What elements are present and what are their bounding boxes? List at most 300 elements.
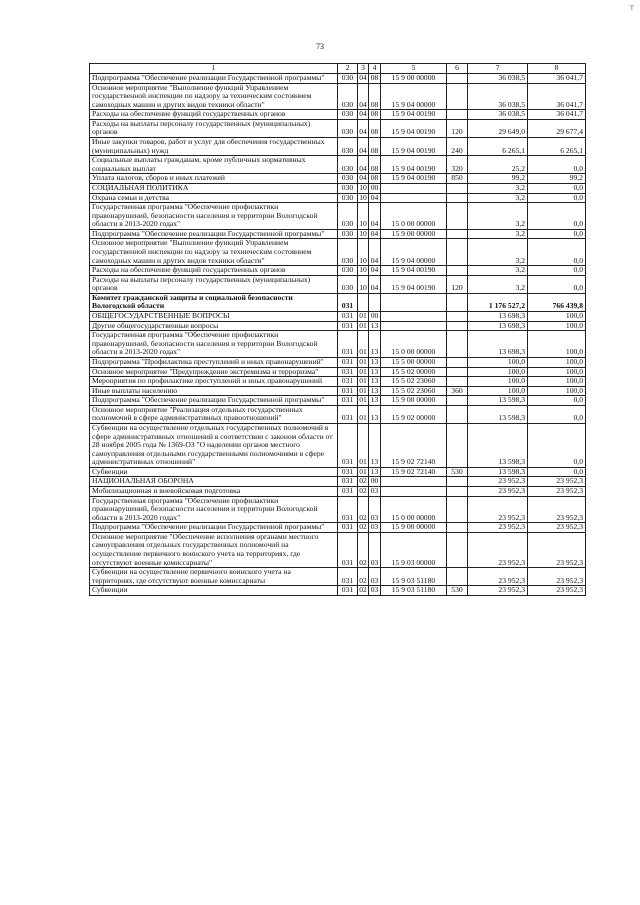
row-amount-year-1: 13 698,3 [468, 312, 528, 322]
row-amount-year-2: 6 265,1 [528, 138, 586, 156]
table-row [90, 203, 586, 230]
row-expense-type [447, 266, 468, 276]
row-expense-type [447, 193, 468, 203]
row-admin-code: 030 [338, 174, 358, 184]
row-amount-year-1: 36 038,5 [468, 110, 528, 120]
row-amount-year-1: 13 598,3 [468, 467, 528, 477]
row-description: Иные выплаты населению [90, 386, 338, 396]
row-amount-year-1: 23 952,3 [468, 477, 528, 487]
row-section: 04 [359, 73, 367, 82]
row-target-article: 15 5 00 00000 [381, 357, 447, 367]
row-expense-type [447, 293, 468, 311]
row-target-article: 15 9 04 00190 [381, 138, 447, 156]
row-expense-type [447, 239, 468, 266]
row-admin-code: 031 [338, 321, 358, 331]
row-subsection: 13 [369, 396, 381, 406]
row-admin-code: 030 [338, 266, 358, 276]
row-description: Основное мероприятие "Обеспечение исполнения органами местного самоуправления отдельных государственных полномочий на осуществление первичного воинского учета на территориях, где отсутствуют военные комиссариаты" [90, 532, 338, 567]
row-description: Мобилизационная и вневойсковая подготовка [90, 487, 338, 497]
row-description: НАЦИОНАЛЬНАЯ ОБОРОНА [90, 477, 338, 487]
row-amount-year-1: 3,2 [468, 229, 528, 239]
row-amount-year-2: 100,0 [528, 331, 586, 358]
row-expense-type: 530 [447, 467, 468, 477]
row-amount-year-2: 100,0 [528, 377, 586, 387]
row-section: 04 [358, 138, 369, 156]
row-section: 10 [359, 182, 367, 192]
row-subsection: 13 [369, 377, 381, 387]
row-target-article: 15 9 04 00190 [381, 174, 447, 184]
row-section: 01 [359, 356, 367, 366]
row-amount-year-1: 36 038,5 [468, 74, 528, 84]
table-row [90, 568, 586, 586]
row-amount-year-2: 0,0 [528, 275, 586, 293]
row-section: 10 [359, 228, 367, 238]
row-admin-code: 030 [338, 275, 358, 293]
row-section: 10 [358, 275, 369, 293]
header-cell: 8 [528, 64, 586, 74]
row-target-article: 15 9 00 00000 [381, 396, 447, 406]
row-amount-year-1: 3,2 [468, 275, 528, 293]
row-target-article: 15 9 00 00000 [381, 523, 447, 533]
row-section: 04 [358, 119, 369, 137]
row-subsection: 04 [369, 229, 381, 239]
row-expense-type [447, 321, 468, 331]
row-target-article [381, 477, 447, 487]
row-target-article: 15 9 04 00000 [381, 239, 447, 266]
budget-table [89, 63, 586, 596]
row-section: 02 [358, 568, 369, 586]
row-section: 01 [359, 311, 367, 321]
row-amount-year-1: 6 265,1 [468, 138, 528, 156]
row-expense-type [447, 487, 468, 497]
table-row [90, 293, 586, 311]
row-section: 10 [358, 239, 369, 266]
row-admin-code: 031 [338, 331, 358, 358]
row-amount-year-1: 23 952,3 [468, 523, 528, 533]
table-row [90, 423, 586, 467]
row-amount-year-2: 36 041,7 [528, 110, 586, 120]
row-section: 01 [359, 395, 367, 405]
row-target-article [381, 312, 447, 322]
row-expense-type [447, 74, 468, 84]
row-target-article: 15 9 03 00000 [381, 532, 447, 567]
row-section: 02 [359, 585, 367, 595]
row-expense-type [447, 477, 468, 487]
row-target-article [381, 193, 447, 203]
row-amount-year-2: 100,0 [528, 386, 586, 396]
header-cell: 3 [358, 64, 369, 74]
row-description: Комитет гражданской защиты и социальной безопасности Вологодской области [90, 293, 338, 311]
row-admin-code: 031 [338, 405, 358, 423]
row-admin-code: 030 [338, 74, 358, 84]
row-section: 02 [359, 476, 367, 486]
row-subsection: 03 [369, 568, 381, 586]
row-description: Основное мероприятие "Выполнение функций Управлением государственной инспекции по надзору за техническим состоянием самоходных машин и других видов техники области" [90, 83, 338, 110]
row-amount-year-2: 0,0 [528, 405, 586, 423]
row-amount-year-2: 100,0 [528, 312, 586, 322]
row-subsection: 04 [369, 203, 381, 230]
row-target-article: 15 9 04 00190 [381, 110, 447, 120]
table-row [90, 138, 586, 156]
row-admin-code: 031 [338, 568, 358, 586]
row-subsection: 00 [369, 183, 381, 193]
row-amount-year-1: 100,0 [468, 357, 528, 367]
row-admin-code: 030 [338, 83, 358, 110]
page-number: 73 [316, 42, 324, 51]
row-amount-year-1: 13 598,3 [468, 396, 528, 406]
row-subsection: 03 [369, 586, 381, 596]
row-admin-code: 031 [338, 396, 358, 406]
row-expense-type [447, 568, 468, 586]
table-row [90, 156, 586, 174]
row-subsection: 03 [369, 523, 381, 533]
table-row [90, 532, 586, 567]
row-expense-type: 120 [447, 275, 468, 293]
row-admin-code: 031 [338, 496, 358, 523]
row-target-article: 15 9 04 00190 [381, 266, 447, 276]
row-section: 02 [359, 522, 367, 532]
row-amount-year-2: 29 677,4 [528, 119, 586, 137]
row-section: 02 [358, 532, 369, 567]
row-expense-type: 240 [447, 138, 468, 156]
row-subsection: 13 [369, 405, 381, 423]
row-subsection: 13 [369, 321, 381, 331]
row-description: Подпрограмма "Обеспечение реализации Государственной программы" [90, 229, 338, 239]
row-expense-type [447, 183, 468, 193]
row-description: Расходы на выплаты персоналу государственных (муниципальных) органов [90, 275, 338, 293]
row-subsection: 08 [369, 156, 381, 174]
row-target-article: 15 9 04 00190 [381, 119, 447, 137]
row-description: Государственная программа "Обеспечение профилактики правонарушений, безопасности населения и территории Вологодской области в 2013-2020 годах" [90, 331, 338, 358]
row-amount-year-1: 23 952,3 [468, 496, 528, 523]
row-amount-year-1: 23 952,3 [468, 586, 528, 596]
row-amount-year-1: 13 598,3 [468, 405, 528, 423]
row-description: Расходы на обеспечение функций государственных органов [90, 266, 338, 276]
row-subsection: 04 [369, 275, 381, 293]
row-admin-code: 031 [338, 586, 358, 596]
row-amount-year-1: 25,2 [468, 156, 528, 174]
row-target-article: 15 5 02 23060 [381, 386, 447, 396]
row-target-article: 15 0 00 00000 [381, 496, 447, 523]
row-amount-year-1: 100,0 [468, 367, 528, 377]
row-admin-code: 031 [338, 532, 358, 567]
row-amount-year-2: 23 952,3 [528, 532, 586, 567]
row-section: 10 [358, 203, 369, 230]
row-admin-code: 031 [338, 423, 358, 467]
row-subsection: 08 [369, 174, 381, 184]
row-section: 01 [359, 385, 367, 395]
row-admin-code: 030 [338, 110, 358, 120]
row-admin-code: 031 [338, 477, 358, 487]
row-amount-year-1: 3,2 [468, 239, 528, 266]
row-amount-year-2: 0,0 [528, 156, 586, 174]
row-admin-code: 030 [338, 138, 358, 156]
table-row [90, 312, 586, 322]
row-amount-year-1: 100,0 [468, 377, 528, 387]
row-amount-year-2: 0,0 [528, 193, 586, 203]
header-cell: 1 [90, 64, 338, 74]
row-expense-type [447, 523, 468, 533]
row-section: 01 [359, 320, 367, 330]
row-section: 01 [359, 366, 367, 376]
row-description: Иные закупки товаров, работ и услуг для обеспечения государственных (муниципальных) нужд [90, 138, 338, 156]
row-amount-year-2: 0,0 [528, 183, 586, 193]
row-description: Подпрограмма "Обеспечение реализации Государственной программы" [90, 523, 338, 533]
row-amount-year-1: 23 952,3 [468, 568, 528, 586]
header-cell: 4 [369, 64, 381, 74]
row-expense-type [447, 396, 468, 406]
row-target-article: 15 9 04 00190 [381, 156, 447, 174]
header-cell: 5 [381, 64, 447, 74]
table-row [90, 83, 586, 110]
header-cell: 2 [338, 64, 358, 74]
table-row [90, 331, 586, 358]
table-row [90, 357, 586, 367]
row-target-article: 15 9 04 00000 [381, 83, 447, 110]
table-row [90, 586, 586, 596]
row-target-article [381, 487, 447, 497]
header-row [90, 64, 586, 74]
row-amount-year-2: 23 952,3 [528, 487, 586, 497]
table-row [90, 396, 586, 406]
row-section: 01 [358, 405, 369, 423]
row-subsection: 03 [369, 532, 381, 567]
row-amount-year-2: 100,0 [528, 357, 586, 367]
row-section: 10 [359, 192, 367, 202]
table-row [90, 487, 586, 497]
row-description: Основное мероприятие "Предупреждение экстремизма и терроризма" [90, 367, 338, 377]
row-amount-year-1: 23 952,3 [468, 532, 528, 567]
row-target-article: 15 9 03 51180 [381, 568, 447, 586]
row-section: 04 [358, 83, 369, 110]
row-description: Субвенции на осуществление первичного воинского учета на территориях, где отсутствуют военные комиссариаты [90, 568, 338, 586]
table-row [90, 377, 586, 387]
row-target-article: 15 5 02 00000 [381, 367, 447, 377]
row-expense-type [447, 367, 468, 377]
row-target-article: 15 9 02 72140 [381, 423, 447, 467]
row-amount-year-2: 36 041,7 [528, 74, 586, 84]
row-target-article: 15 9 04 00190 [381, 275, 447, 293]
row-amount-year-2: 23 952,3 [528, 523, 586, 533]
row-expense-type [447, 377, 468, 387]
table-row [90, 119, 586, 137]
table-row [90, 405, 586, 423]
row-expense-type [447, 229, 468, 239]
row-target-article: 15 5 02 23060 [381, 377, 447, 387]
row-amount-year-2: 0,0 [528, 467, 586, 477]
table-row [90, 275, 586, 293]
header-cell: 6 [447, 64, 468, 74]
row-amount-year-2: 100,0 [528, 367, 586, 377]
row-target-article [381, 321, 447, 331]
row-subsection: 08 [369, 74, 381, 84]
row-expense-type: 360 [447, 386, 468, 396]
row-expense-type [447, 110, 468, 120]
row-admin-code: 030 [338, 239, 358, 266]
row-subsection [369, 293, 381, 311]
row-description: Мероприятия по профилактике преступлений и иных правонарушений [90, 377, 338, 387]
table-row [90, 496, 586, 523]
row-amount-year-2: 766 439,8 [528, 293, 586, 311]
row-target-article: 15 0 00 00000 [381, 203, 447, 230]
row-admin-code: 030 [338, 156, 358, 174]
row-amount-year-1: 100,0 [468, 386, 528, 396]
row-description: Основное мероприятие "Реализация отдельных государственных полномочий в сфере административных правоотношений" [90, 405, 338, 423]
row-subsection: 08 [369, 119, 381, 137]
row-description: Подпрограмма "Профилактика преступлений и иных правонарушений" [90, 357, 338, 367]
row-subsection: 00 [369, 312, 381, 322]
row-section [358, 293, 369, 311]
row-amount-year-1: 1 176 527,2 [468, 293, 528, 311]
row-expense-type: 120 [447, 119, 468, 137]
row-subsection: 13 [369, 467, 381, 477]
row-subsection: 13 [369, 331, 381, 358]
row-amount-year-1: 3,2 [468, 203, 528, 230]
row-amount-year-2: 23 952,3 [528, 586, 586, 596]
row-amount-year-1: 3,2 [468, 266, 528, 276]
row-admin-code: 031 [338, 523, 358, 533]
row-description: Другие общегосударственные вопросы [90, 321, 338, 331]
row-amount-year-2: 0,0 [528, 229, 586, 239]
row-amount-year-2: 0,0 [528, 203, 586, 230]
row-subsection: 08 [369, 138, 381, 156]
row-subsection: 04 [369, 266, 381, 276]
row-description: Государственная программа "Обеспечение профилактики правонарушений, безопасности населения и территории Вологодской области в 2013-2020 годах" [90, 203, 338, 230]
row-section: 02 [358, 496, 369, 523]
row-target-article [381, 293, 447, 311]
row-description: Охрана семьи и детства [90, 193, 338, 203]
row-admin-code: 031 [338, 377, 358, 387]
row-subsection: 03 [369, 487, 381, 497]
row-description: Государственная программа "Обеспечение профилактики правонарушений, безопасности населения и территории Вологодской области в 2013-2020 годах" [90, 496, 338, 523]
row-description: Субвенции [90, 586, 338, 596]
row-admin-code: 031 [338, 386, 358, 396]
row-expense-type: 850 [447, 174, 468, 184]
table-row [90, 523, 586, 533]
row-amount-year-2: 0,0 [528, 423, 586, 467]
row-amount-year-1: 13 598,3 [468, 423, 528, 467]
row-expense-type: 320 [447, 156, 468, 174]
row-description: Подпрограмма "Обеспечение реализации Государственной программы" [90, 74, 338, 84]
row-section: 01 [359, 466, 367, 476]
row-subsection: 08 [369, 83, 381, 110]
row-admin-code: 031 [338, 467, 358, 477]
row-amount-year-2: 23 952,3 [528, 496, 586, 523]
row-subsection: 03 [369, 496, 381, 523]
row-section: 01 [358, 331, 369, 358]
row-section: 10 [359, 265, 367, 275]
row-admin-code: 031 [338, 312, 358, 322]
row-admin-code: 030 [338, 193, 358, 203]
row-admin-code: 031 [338, 293, 358, 311]
row-amount-year-1: 99,2 [468, 174, 528, 184]
row-amount-year-1: 3,2 [468, 183, 528, 193]
row-expense-type [447, 496, 468, 523]
row-target-article: 15 9 03 51180 [381, 586, 447, 596]
row-subsection: 13 [369, 357, 381, 367]
row-description: Основное мероприятие "Выполнение функций Управлением государственной инспекции по надзору за техническим состоянием самоходных машин и других видов техники области" [90, 239, 338, 266]
row-amount-year-2: 0,0 [528, 239, 586, 266]
row-amount-year-1: 13 698,3 [468, 331, 528, 358]
row-description: Уплата налогов, сборов и иных платежей [90, 174, 338, 184]
table-row [90, 74, 586, 84]
row-expense-type [447, 312, 468, 322]
row-description: СОЦИАЛЬНАЯ ПОЛИТИКА [90, 183, 338, 193]
row-subsection: 00 [369, 477, 381, 487]
row-admin-code: 031 [338, 367, 358, 377]
row-section: 01 [358, 423, 369, 467]
row-amount-year-2: 0,0 [528, 396, 586, 406]
row-amount-year-1: 23 952,3 [468, 487, 528, 497]
row-amount-year-2: 100,0 [528, 321, 586, 331]
row-target-article: 15 9 00 00000 [381, 74, 447, 84]
table-row [90, 174, 586, 184]
row-expense-type [447, 83, 468, 110]
table-row [90, 183, 586, 193]
row-subsection: 13 [369, 423, 381, 467]
row-section: 04 [358, 156, 369, 174]
row-section: 02 [359, 486, 367, 496]
table-row [90, 266, 586, 276]
row-amount-year-2: 23 952,3 [528, 568, 586, 586]
row-amount-year-1: 29 649,0 [468, 119, 528, 137]
row-admin-code: 030 [338, 203, 358, 230]
row-expense-type [447, 532, 468, 567]
row-section: 04 [359, 109, 367, 119]
row-description: Субвенции на осуществление отдельных государственных полномочий в сфере административных отношений в соответствии с законом области от 28 ноября 2005 года № 1369-ОЗ "О наделении органов местного самоуправления отдельными государственными полномочиями в сфере административных отношений" [90, 423, 338, 467]
row-expense-type [447, 405, 468, 423]
row-admin-code: 031 [338, 357, 358, 367]
row-target-article: 15 9 02 72140 [381, 467, 447, 477]
row-target-article: 15 0 00 00000 [381, 331, 447, 358]
row-admin-code: 031 [338, 487, 358, 497]
row-amount-year-2: 99,2 [528, 174, 586, 184]
row-expense-type [447, 357, 468, 367]
row-description: Расходы на обеспечение функций государственных органов [90, 110, 338, 120]
row-subsection: 04 [369, 193, 381, 203]
row-subsection: 13 [369, 386, 381, 396]
row-description: ОБЩЕГОСУДАРСТВЕННЫЕ ВОПРОСЫ [90, 312, 338, 322]
row-target-article: 15 9 00 00000 [381, 229, 447, 239]
row-expense-type [447, 203, 468, 230]
row-expense-type [447, 331, 468, 358]
row-section: 04 [359, 173, 367, 183]
row-target-article [381, 183, 447, 193]
row-amount-year-2: 23 952,3 [528, 477, 586, 487]
row-admin-code: 030 [338, 183, 358, 193]
table-row [90, 110, 586, 120]
row-amount-year-1: 3,2 [468, 193, 528, 203]
row-amount-year-1: 36 038,5 [468, 83, 528, 110]
row-target-article: 15 9 02 00000 [381, 405, 447, 423]
row-subsection: 04 [369, 239, 381, 266]
row-admin-code: 030 [338, 229, 358, 239]
row-description: Социальные выплаты гражданам, кроме публичных нормативных социальных выплат [90, 156, 338, 174]
row-description: Субвенции [90, 467, 338, 477]
header-cell: 7 [468, 64, 528, 74]
row-subsection: 08 [369, 110, 381, 120]
row-admin-code: 030 [338, 119, 358, 137]
row-amount-year-2: 0,0 [528, 266, 586, 276]
row-section: 01 [359, 376, 367, 386]
row-amount-year-2: 36 041,7 [528, 83, 586, 110]
row-expense-type [447, 423, 468, 467]
row-expense-type: 530 [447, 586, 468, 596]
table-row [90, 239, 586, 266]
row-description: Расходы на выплаты персоналу государственных (муниципальных) органов [90, 119, 338, 137]
row-subsection: 13 [369, 367, 381, 377]
corner-mark: т [629, 2, 634, 13]
